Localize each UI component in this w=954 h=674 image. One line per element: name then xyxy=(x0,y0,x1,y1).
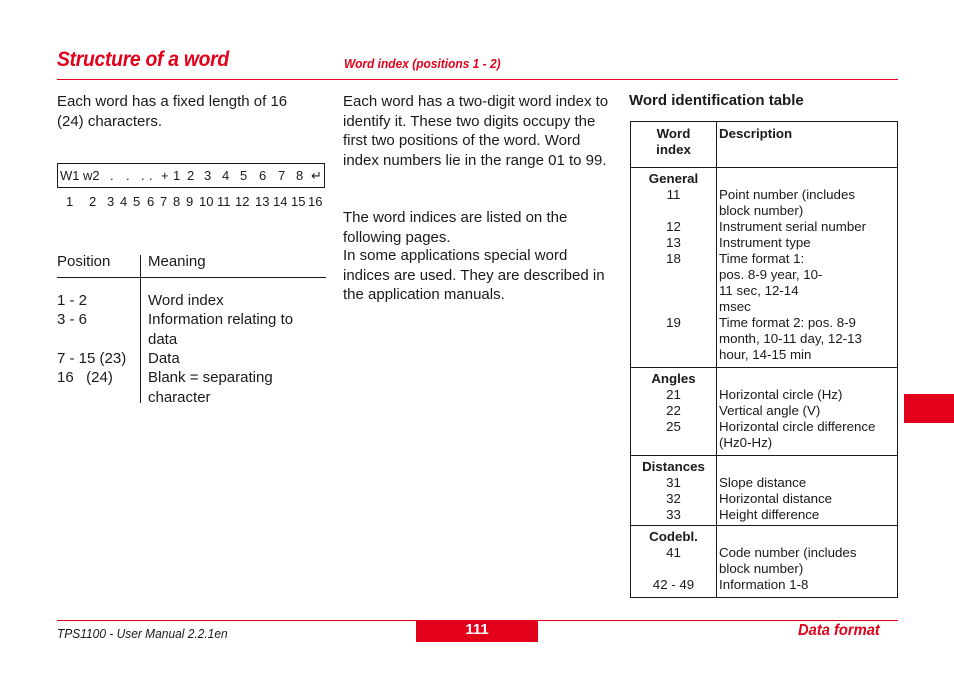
word-length-text: Each word has a fixed length of 16 (24) characters. xyxy=(57,93,288,130)
word-index-header: Word index xyxy=(631,122,717,168)
index-value: 22 xyxy=(666,403,681,418)
index-value: 31 xyxy=(666,475,681,490)
index-value: 21 xyxy=(666,387,681,402)
index-value: 12 xyxy=(666,219,681,234)
group-name: Angles xyxy=(651,371,696,386)
word-char: 4 xyxy=(222,168,230,183)
description-header: Description xyxy=(717,122,898,168)
word-char: 2 xyxy=(187,168,195,183)
word-char: 3 xyxy=(204,168,212,183)
position-cell: 3 - 6 xyxy=(57,311,88,328)
meaning-cell: Word index xyxy=(148,292,224,309)
group-codebl xyxy=(631,526,898,598)
description-value: Time format 2: pos. 8-9 month, 10-11 day, 12-13 hour, 14-15 min xyxy=(719,315,862,362)
index-value: 18 xyxy=(666,251,681,266)
table-header-row xyxy=(631,122,898,168)
position-numbers xyxy=(57,194,327,210)
position-header: Position xyxy=(57,253,111,270)
position-number: 1 xyxy=(66,194,74,209)
position-cell: 1 - 2 xyxy=(57,292,88,309)
position-number: 13 xyxy=(255,194,270,209)
description-value: Information 1-8 xyxy=(719,577,809,592)
word-identification-table xyxy=(630,121,898,598)
header-divider xyxy=(57,79,898,80)
section-subtitle: Word index (positions 1 - 2) xyxy=(344,56,501,71)
meaning-header: Meaning xyxy=(148,253,206,270)
position-number: 15 xyxy=(291,194,306,209)
word-char: 6 xyxy=(259,168,267,183)
page-title: Structure of a word xyxy=(57,48,229,71)
indices-listed-paragraph: The word indices are listed on the following pages. xyxy=(343,209,568,246)
group-distances xyxy=(631,456,898,526)
word-char: + xyxy=(161,168,169,183)
description-value: Horizontal circle difference (Hz0-Hz) xyxy=(719,419,876,450)
position-number: 12 xyxy=(235,194,250,209)
page-number: 111 xyxy=(416,620,538,642)
position-number: 11 xyxy=(217,194,231,209)
description-value: Instrument serial number xyxy=(719,219,867,234)
description-value: Horizontal distance xyxy=(719,491,833,506)
word-char: . xyxy=(110,168,114,183)
position-number: 6 xyxy=(147,194,155,209)
word-index-paragraph: Each word has a two-digit word index to identify it. These two digits occupy the first two positions of the word. Word index numbers lie in the range 01 to 99. xyxy=(343,93,609,169)
word-structure-box xyxy=(57,163,325,188)
meaning-cell: Blank = separating character xyxy=(148,369,273,406)
position-table-rule xyxy=(57,277,326,278)
description-value: Point number (includes block number) xyxy=(719,187,855,218)
index-value: 11 xyxy=(666,187,681,202)
special-indices-paragraph: In some applications special word indices are used. They are described in the application manuals. xyxy=(343,247,605,303)
group-name: Distances xyxy=(642,459,705,474)
position-number: 10 xyxy=(199,194,214,209)
position-number: 8 xyxy=(173,194,181,209)
position-number: 5 xyxy=(133,194,141,209)
index-value: 19 xyxy=(666,315,681,330)
meaning-cell: Data xyxy=(148,350,180,367)
word-char: w2 xyxy=(83,168,100,183)
position-number: 16 xyxy=(308,194,323,209)
word-char: 1 xyxy=(173,168,181,183)
position-cell: 7 - 15 (23) xyxy=(57,350,127,367)
description-value: Horizontal circle (Hz) xyxy=(719,387,843,402)
position-number: 2 xyxy=(89,194,97,209)
word-char: 5 xyxy=(240,168,248,183)
word-char: . xyxy=(149,168,153,183)
description-value: Height difference xyxy=(719,507,820,522)
chapter-tab-marker xyxy=(904,394,954,423)
word-char: 8 xyxy=(296,168,304,183)
group-name: General xyxy=(648,171,699,186)
index-value: 13 xyxy=(666,235,681,250)
description-value: Code number (includes block number) xyxy=(719,545,857,576)
position-cell: 16 (24) xyxy=(57,369,113,386)
position-number: 9 xyxy=(186,194,194,209)
position-table-divider xyxy=(140,255,141,403)
description-value: Slope distance xyxy=(719,475,807,490)
footer-chapter-name: Data format xyxy=(798,622,880,639)
meaning-cell: Information relating to data xyxy=(148,311,294,348)
position-number: 14 xyxy=(273,194,288,209)
index-value: 33 xyxy=(666,507,681,522)
index-value: 41 xyxy=(666,545,681,560)
group-angles xyxy=(631,368,898,456)
group-general xyxy=(631,168,898,368)
description-value: Vertical angle (V) xyxy=(719,403,821,418)
position-number: 7 xyxy=(160,194,168,209)
description-value: Instrument type xyxy=(719,235,811,250)
word-char: . xyxy=(126,168,130,183)
description-value: Time format 1: pos. 8-9 year, 10-11 sec, 12-14 msec xyxy=(719,251,823,314)
table-heading: Word identification table xyxy=(629,92,804,109)
index-value: 32 xyxy=(666,491,681,506)
group-name: Codebl. xyxy=(649,529,698,544)
word-char: . xyxy=(141,168,145,183)
footer-manual-name: TPS1100 - User Manual 2.2.1en xyxy=(57,626,228,641)
return-icon: ↵ xyxy=(311,168,322,183)
index-value: 42 - 49 xyxy=(652,577,695,592)
word-char: 7 xyxy=(278,168,286,183)
position-number: 3 xyxy=(107,194,115,209)
position-number: 4 xyxy=(120,194,128,209)
index-value: 25 xyxy=(666,419,681,434)
word-char: W1 xyxy=(60,168,80,183)
